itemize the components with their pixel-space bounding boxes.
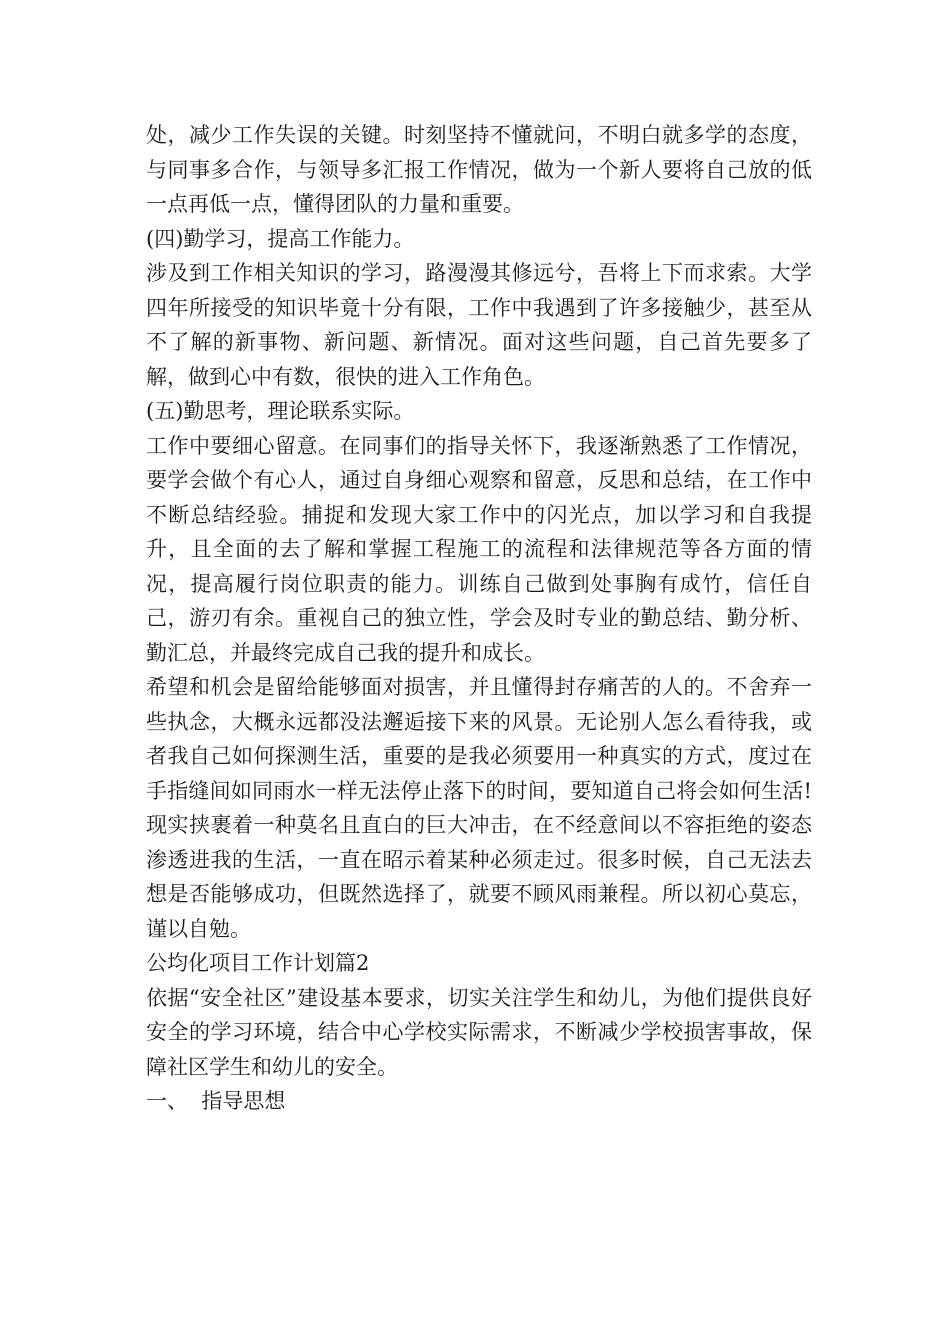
section-heading-guiding-ideology: 一、 指导思想 (146, 1089, 286, 1113)
subheading-diligent-study: (四)勤学习，提高工作能力。 (146, 226, 415, 251)
subheading-diligent-thinking: (五)勤思考，理论联系实际。 (146, 399, 415, 423)
document-body (146, 118, 812, 1119)
paragraph-hope-and-opportunity: 希望和机会是留给能够面对损害，并且懂得封存痛苦的人的。不舍弃一些执念，大概永远都没法邂逅接下来的风景。无论别人怎么看待我，或者我自己如何探测生活，重要的是我必须要用一种真实的方式，度过在手指缝间如同雨水一样无法停止落下的时间，要知道自己将会如何生活!现实挟裹着一种莫名且直白的巨大冲击，在不经意间以不容拒绝的姿态渗透进我的生活，一直在昭示着某种必须走过。很多时候，自己无法去想是否能够成功，但既然选择了，就要不顾风雨兼程。所以初心莫忘，谨以自勉。 (146, 675, 812, 941)
paragraph-work-attitude: 处，减少工作失误的关键。时刻坚持不懂就问，不明白就多学的态度，与同事多合作，与领导多汇报工作情况，做为一个新人要将自己放的低一点再低一点，懂得团队的力量和重要。 (146, 123, 812, 216)
article-title: 公均化项目工作计划篇2 (146, 951, 370, 975)
paragraph-learning: 涉及到工作相关知识的学习，路漫漫其修远兮，吾将上下而求索。大学四年所接受的知识毕竟十分有限，工作中我遇到了许多接触少，甚至从不了解的新事物、新问题、新情况。面对这些问题，自己首先要多了解，做到心中有数，很快的进入工作角色。 (146, 261, 812, 389)
paragraph-safe-community: 依据“安全社区”建设基本要求，切实关注学生和幼儿，为他们提供良好安全的学习环境，结合中心学校实际需求，不断减少学校损害事故，保障社区学生和幼儿的安全。 (146, 985, 812, 1079)
paragraph-work-observation: 工作中要细心留意。在同事们的指导关怀下，我逐渐熟悉了工作情况，要学会做个有心人，通过自身细心观察和留意，反思和总结，在工作中不断总结经验。捕捉和发现大家工作中的闪光点，加以学习和自我提升，且全面的去了解和掌握工程施工的流程和法律规范等各方面的情况，提高履行岗位职责的能力。训练自己做到处事胸有成竹，信任自己，游刃有余。重视自己的独立性，学会及时专业的勤总结、勤分析、勤汇总，并最终完成自己我的提升和成长。 (146, 433, 812, 665)
